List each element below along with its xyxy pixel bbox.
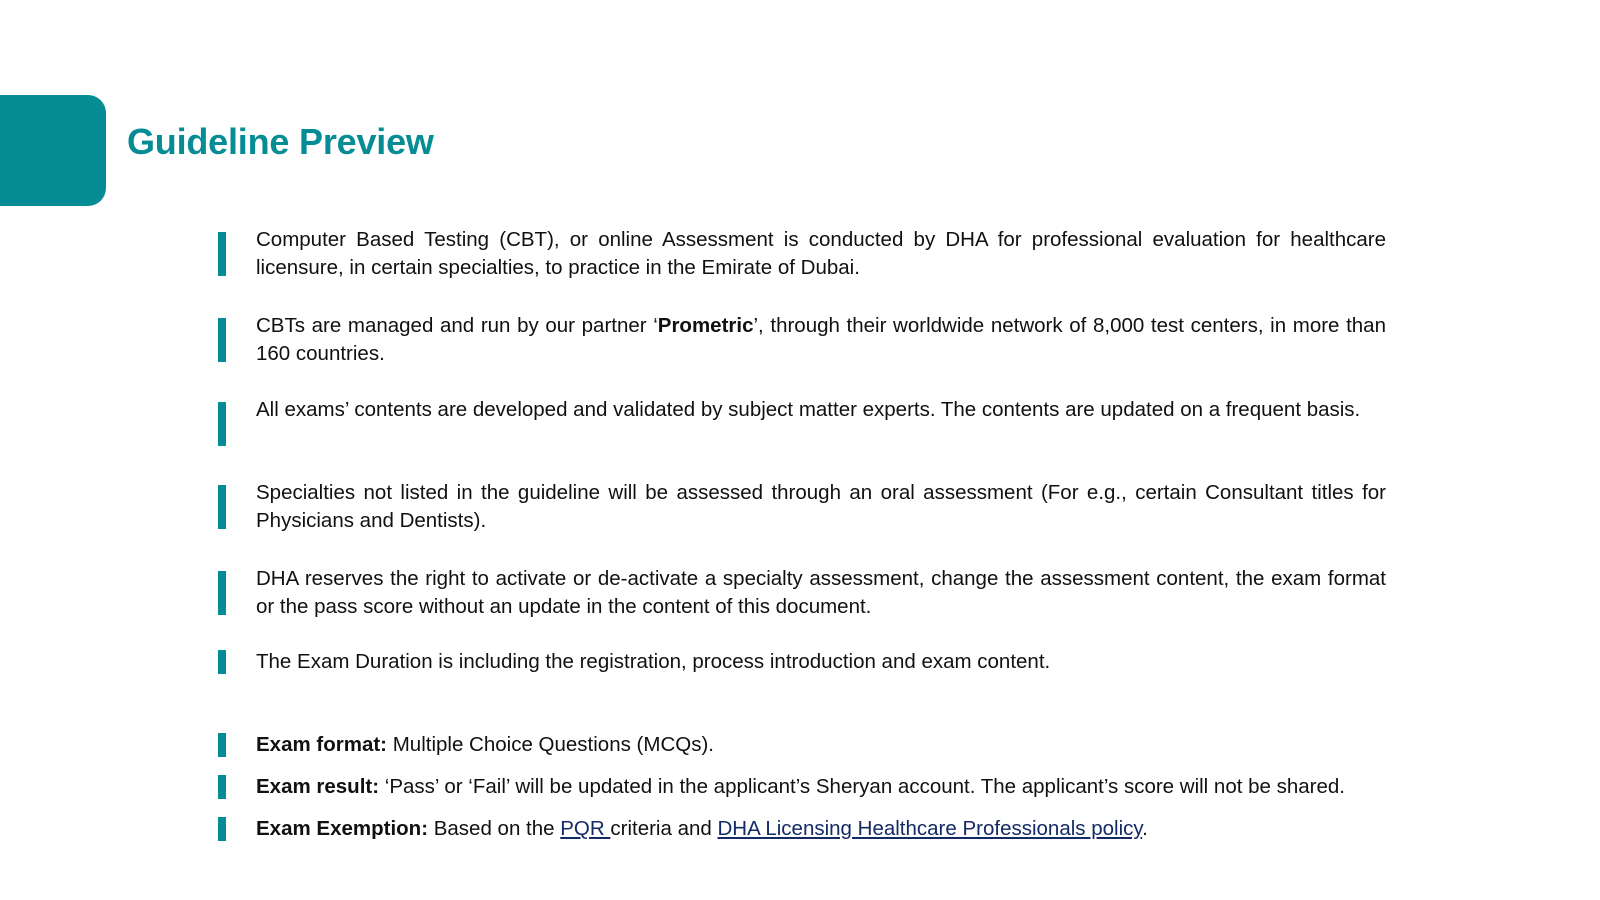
guideline-paragraph-prometric	[218, 314, 1386, 374]
bullet-bar	[218, 817, 226, 841]
paragraph-text: The Exam Duration is including the registration, process introduction and exam content.	[256, 650, 1051, 673]
exam-result-row	[218, 775, 1386, 803]
bullet-bar	[218, 232, 226, 276]
exam-format-value: Multiple Choice Questions (MCQs).	[387, 733, 714, 756]
paragraph-text: Specialties not listed in the guideline will be assessed through an oral assessment (For e.g., certain Consultant titles for Physicians and Dentists).	[256, 481, 1386, 532]
exam-result-value: ‘Pass’ or ‘Fail’ will be updated in the applicant’s Sheryan account. The applicant’s score will not be shared.	[379, 775, 1346, 798]
exam-exemption-text	[256, 815, 1386, 843]
exam-format-row	[218, 733, 1386, 761]
bullet-bar	[218, 402, 226, 446]
paragraph-text: DHA reserves the right to activate or de-activate a specialty assessment, change the assessment content, the exam format or the pass score without an update in the content of this document.	[256, 567, 1386, 618]
guideline-paragraph-specialties	[218, 481, 1386, 541]
paragraph-text: Computer Based Testing (CBT), or online Assessment is conducted by DHA for professional evaluation for healthcare licensure, in certain specialties, to practice in the Emirate of Dubai.	[256, 228, 1386, 279]
exam-exemption-row	[218, 817, 1386, 845]
pqr-link[interactable]: PQR	[560, 817, 611, 840]
exam-result-text	[256, 773, 1386, 801]
bullet-bar	[218, 318, 226, 362]
guideline-paragraph-duration	[218, 650, 1386, 678]
page-title: Guideline Preview	[127, 121, 434, 162]
exam-exemption-text-part: .	[1142, 817, 1148, 840]
paragraph-text-part: CBTs are managed and run by our partner ‘	[256, 314, 658, 337]
exam-result-label: Exam result:	[256, 775, 380, 798]
exam-exemption-text-part: Based on the	[428, 817, 561, 840]
guideline-paragraph-contents	[218, 398, 1386, 458]
bullet-bar	[218, 485, 226, 529]
exam-format-text	[256, 731, 1386, 759]
exam-format-label: Exam format:	[256, 733, 388, 756]
paragraph-text: All exams’ contents are developed and validated by subject matter experts. The contents are updated on a frequent basis.	[256, 398, 1361, 421]
partner-name: Prometric	[657, 314, 754, 337]
exam-exemption-label: Exam Exemption:	[256, 817, 429, 840]
title-accent-block	[0, 95, 106, 206]
bullet-bar	[218, 775, 226, 799]
paragraph-text	[256, 312, 1386, 368]
guideline-paragraph-dha-rights	[218, 567, 1386, 627]
paragraph-text-part: ’, through their worldwide network of 8,000 test centers, in more than 160 countries.	[256, 314, 1386, 365]
bullet-bar	[218, 650, 226, 674]
bullet-bar	[218, 733, 226, 757]
exam-exemption-text-part: criteria and	[610, 817, 718, 840]
bullet-bar	[218, 571, 226, 615]
dha-licensing-policy-link[interactable]: DHA Licensing Healthcare Professionals policy	[717, 817, 1143, 840]
guideline-paragraph-cbt	[218, 228, 1386, 288]
